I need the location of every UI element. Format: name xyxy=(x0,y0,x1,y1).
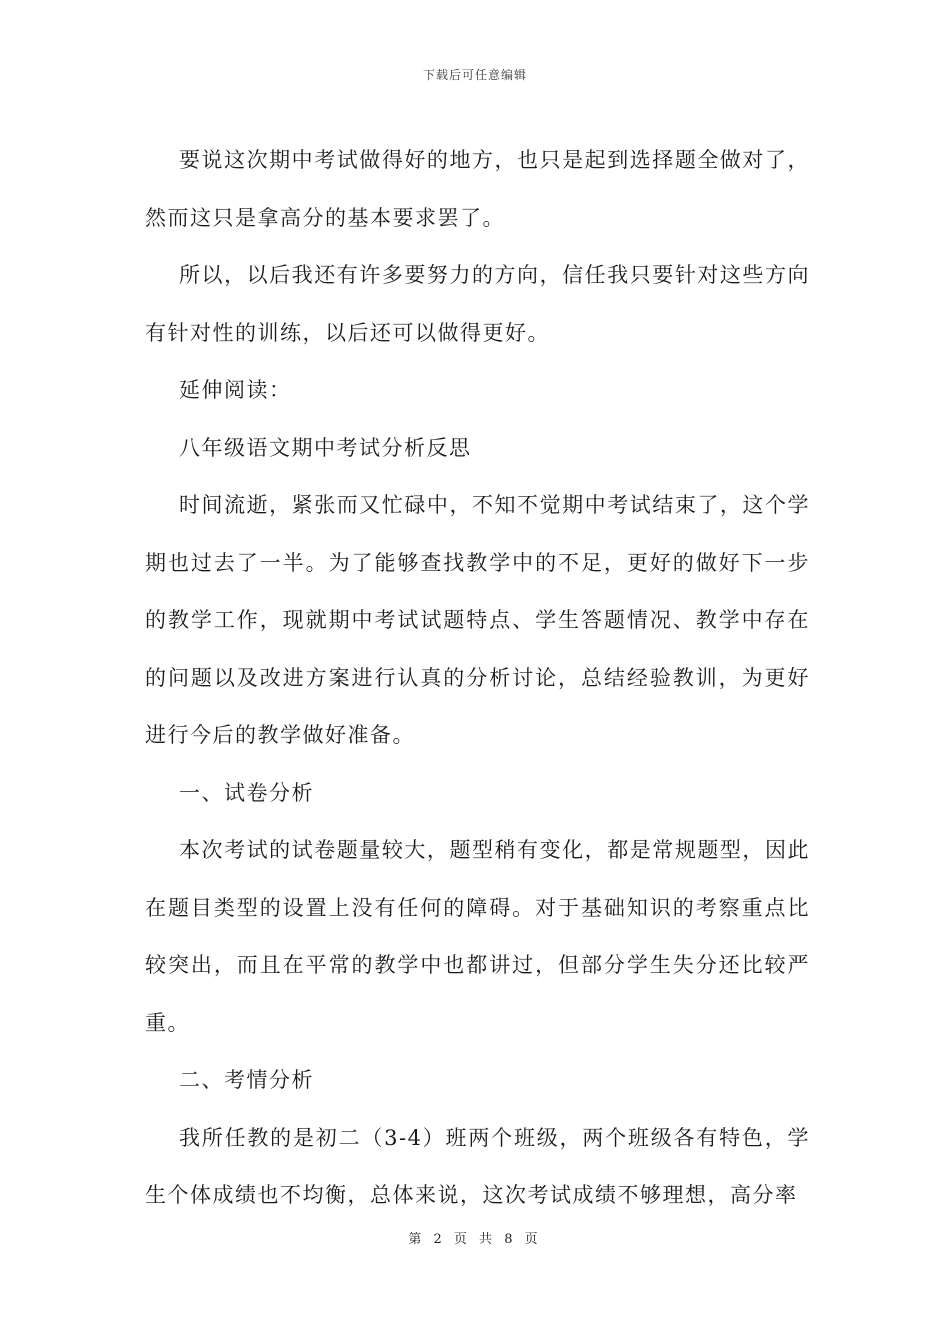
document-body xyxy=(145,132,810,1225)
paragraph-exam-analysis: 我所任教的是初二（3-4）班两个班级，两个班级各有特色，学生个体成绩也不均衡，总体来说，这次考试成绩不够理想，高分率 xyxy=(145,1125,810,1207)
page-header: 下载后可任意编辑 xyxy=(422,68,527,82)
article-title: 八年级语文期中考试分析反思 xyxy=(179,435,472,460)
extended-reading-label: 延伸阅读： xyxy=(179,378,292,402)
paragraph-exam-good-points: 要说这次期中考试做得好的地方，也只是起到选择题全做对了，然而这只是拿高分的基本要求罢了。 xyxy=(145,148,810,230)
paragraph-future-effort: 所以，以后我还有许多要努力的方向，信任我只要针对这些方向有针对性的训练，以后还可以做得更好。 xyxy=(145,263,810,345)
section-heading-paper-analysis: 一、试卷分析 xyxy=(179,780,314,805)
paragraph-introduction: 时间流逝，紧张而又忙碌中，不知不觉期中考试结束了，这个学期也过去了一半。为了能够查找教学中的不足，更好的做好下一步的教学工作，现就期中考试试题特点、学生答题情况、教学中存在的问题以及改进方案进行认真的分析讨论，总结经验教训，为更好进行今后的教学做好准备。 xyxy=(145,493,810,747)
page-number: 第 2 页 共 8 页 xyxy=(408,1232,542,1247)
paragraph-paper-analysis: 本次考试的试卷题量较大，题型稍有变化，都是常规题型，因此在题目类型的设置上没有任何的障碍。对于基础知识的考察重点比较突出，而且在平常的教学中也都讲过，但部分学生失分还比较严重。 xyxy=(145,838,810,1035)
section-heading-exam-analysis: 二、考情分析 xyxy=(179,1068,314,1092)
